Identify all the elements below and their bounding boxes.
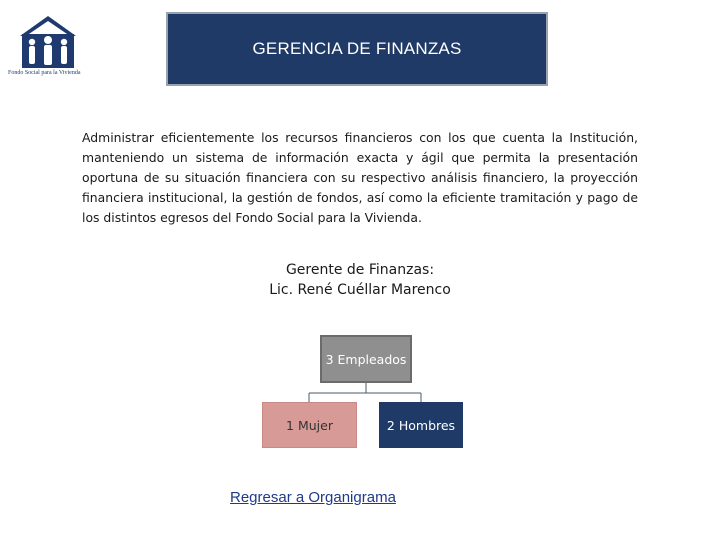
manager-name: Lic. René Cuéllar Marenco — [269, 282, 451, 298]
org-node-employees: 3 Empleados — [320, 335, 412, 383]
manager-role: Gerente de Finanzas: — [285, 262, 435, 278]
logo-caption: Fondo Social para la Vivienda — [8, 70, 81, 76]
org-node-women: 1 Mujer — [262, 402, 357, 448]
page-title: GERENCIA DE FINANZAS — [166, 12, 548, 86]
back-to-organigram-link[interactable]: Regresar a Organigrama — [230, 489, 396, 506]
org-node-men: 2 Hombres — [379, 402, 463, 448]
department-description: Administrar eficientemente los recursos financieros con los que cuenta la Institución, manteniendo un sistema de información exacta y ágil que permita la presentación oportuna de su situación financiera con su respectivo análisis financiero, la proyección financiera institucional, la gestión de fondos, así como la eficiente tramitación y pago de los distintos egresos del Fondo Social para la Vivienda. — [82, 130, 638, 225]
